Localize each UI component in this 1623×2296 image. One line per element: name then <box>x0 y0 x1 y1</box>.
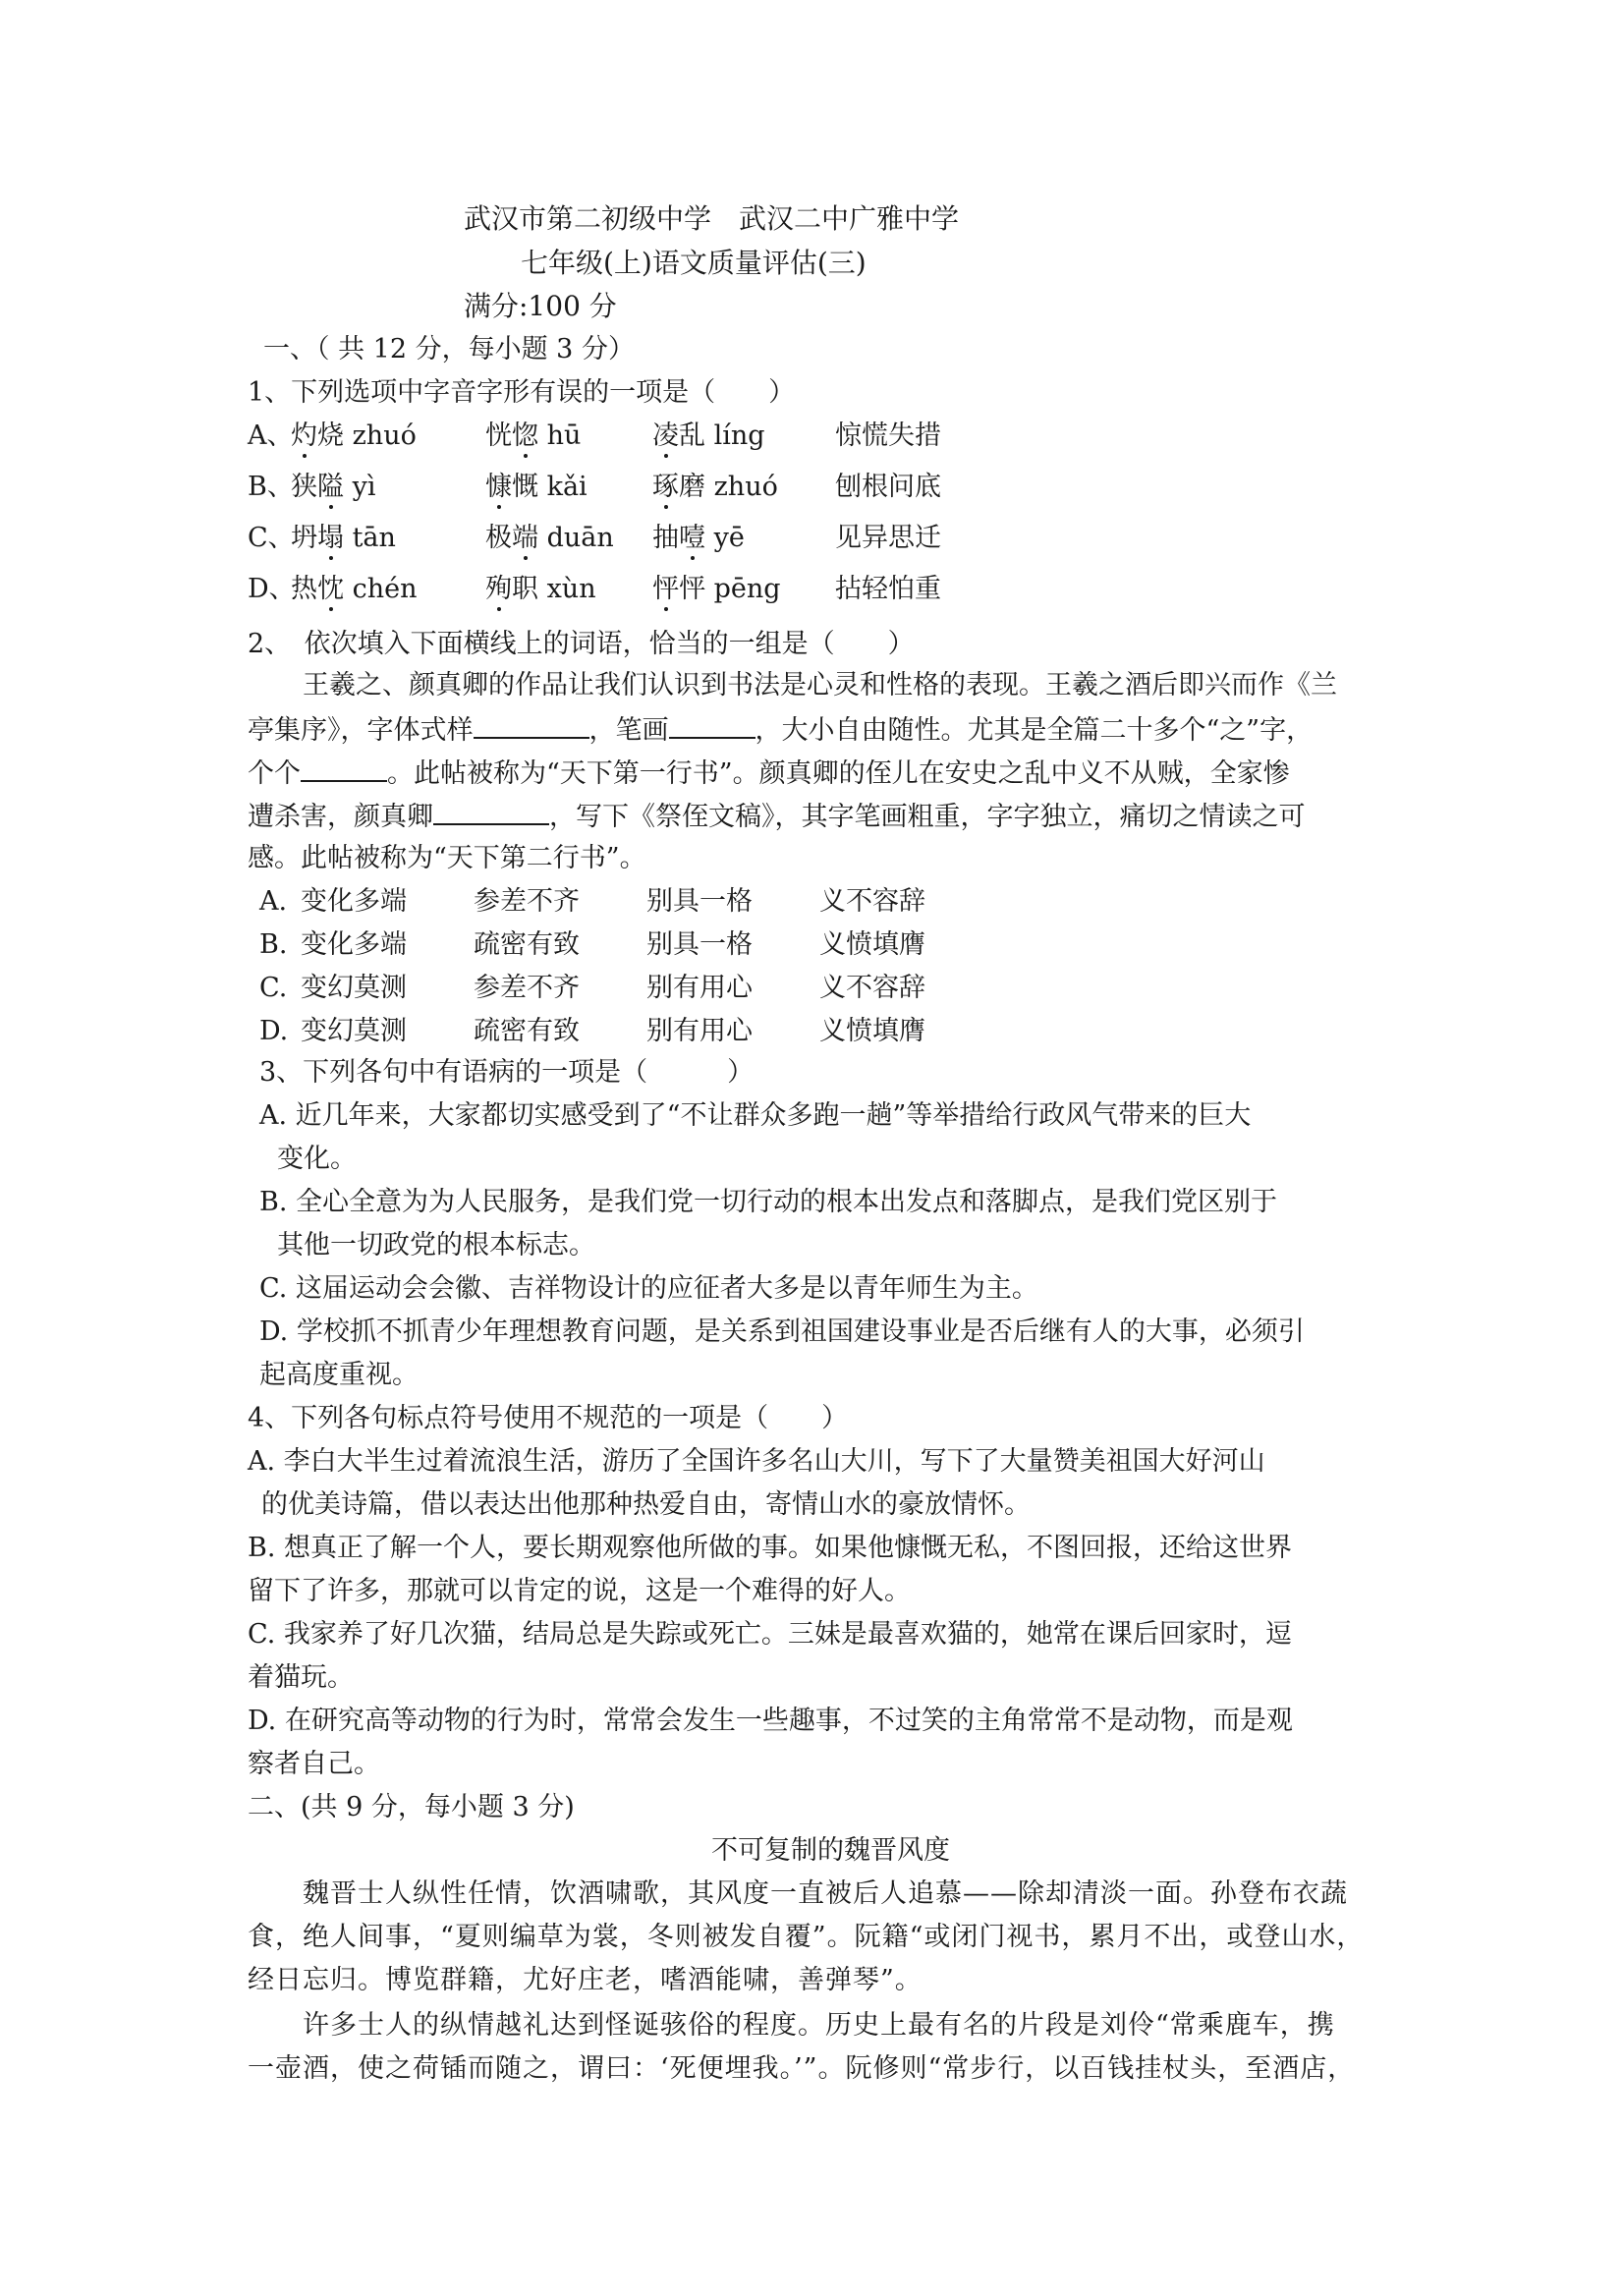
article-title: 不可复制的魏晋风度 <box>711 1835 950 1866</box>
q1-option-item <box>652 470 778 505</box>
q4-option-a-line-1: A. 李白大半生过着流浪生活，游历了全国许多名山大川，写下了大量赞美祖国大好河山 <box>248 1446 1265 1477</box>
item-text: hū <box>538 420 582 451</box>
q1-option-label: B、 <box>248 472 294 502</box>
q2-option-word: 义愤填膺 <box>819 1016 925 1046</box>
q1-option-item <box>291 470 375 505</box>
q2-option-word: 疏密有致 <box>474 1016 580 1046</box>
article-p2-line-1: 许多士人的纵情越礼达到怪诞骇俗的程度。历史上最有名的片段是刘伶“常乘鹿车，携 <box>303 2010 1335 2041</box>
item-text: 惊慌失措 <box>835 420 941 451</box>
q2-passage-line-1: 王羲之、颜真卿的作品让我们认识到书法是心灵和性格的表现。王羲之酒后即兴而作《兰 <box>303 670 1337 700</box>
q2-passage-line-4 <box>248 798 1306 835</box>
item-text: 恍 <box>485 420 512 451</box>
q2-passage-line-3 <box>248 755 1290 792</box>
item-text: 极 <box>485 523 512 553</box>
item-text: tān <box>344 523 396 553</box>
q1-stem: 1、下列选项中字音字形有误的一项是（ ） <box>248 377 796 408</box>
q1-option-item <box>485 521 614 556</box>
dotted-char: 隘 <box>317 470 344 505</box>
item-text: 坍 <box>291 523 317 553</box>
dotted-char: 忱 <box>317 572 344 607</box>
item-text: 见异思迁 <box>835 523 941 553</box>
q2-option-label: C. <box>259 973 288 1003</box>
full-score: 满分:100 分 <box>464 290 617 322</box>
dotted-char: 惚 <box>512 419 538 454</box>
dotted-char: 端 <box>512 521 538 556</box>
q2-option-word: 变化多端 <box>301 929 407 960</box>
q2-passage-text: 遭杀害，颜真卿 <box>248 802 433 832</box>
blank-1[interactable] <box>474 711 589 739</box>
q1-option-label: C、 <box>248 523 295 553</box>
q1-option-item <box>835 470 941 505</box>
item-text: 拈轻怕重 <box>835 574 941 604</box>
q2-passage-text: 。此帖被称为“天下第一行书”。颜真卿的侄儿在安史之乱中义不从贼，全家惨 <box>387 758 1290 789</box>
q2-option-word: 变幻莫测 <box>301 973 407 1003</box>
dotted-char: 怦 <box>652 572 679 607</box>
q3-option-d-line-1: D. 学校抓不抓青少年理想教育问题，是关系到祖国建设事业是否后继有人的大事，必须引 <box>259 1316 1305 1347</box>
item-text: 慨 kǎi <box>512 472 588 502</box>
q2-passage-text: ，写下《祭侄文稿》，其字笔画粗重，字字独立，痛切之情读之可 <box>549 802 1306 832</box>
q2-option-word: 别有用心 <box>646 973 753 1003</box>
blank-2[interactable] <box>669 711 756 739</box>
section-2-heading: 二、(共 9 分，每小题 3 分) <box>248 1792 575 1822</box>
q2-option-word: 变化多端 <box>301 886 407 917</box>
q2-option-word: 参差不齐 <box>474 973 580 1003</box>
dotted-char: 琢 <box>652 470 679 505</box>
q2-option-word: 参差不齐 <box>474 886 580 917</box>
dotted-char: 灼 <box>291 419 317 454</box>
q1-option-label: A、 <box>248 420 294 451</box>
article-p1-line-2: 食，绝人间事，“夏则编草为裳，冬则被发自覆”。阮籍“或闭门视书，累月不出，或登山水， <box>248 1922 1365 1952</box>
dotted-char: 塌 <box>317 521 344 556</box>
q3-stem: 3、下列各句中有语病的一项是（ ） <box>259 1057 755 1088</box>
q2-passage-line-2 <box>248 711 1313 749</box>
q3-option-a-line-2: 变化。 <box>277 1144 357 1174</box>
q2-passage-text: ，大小自由随性。尤其是全篇二十多个“之”字， <box>755 715 1314 746</box>
article-p1-line-1: 魏晋士人纵性任情，饮酒啸歌，其风度一直被后人追慕——除却清淡一面。孙登布衣蔬 <box>303 1878 1348 1909</box>
q1-option-label: D、 <box>248 574 296 604</box>
q2-option-label: B. <box>259 929 288 960</box>
item-text: 烧 zhuó <box>317 420 417 451</box>
q3-option-b-line-1: B. 全心全意为为人民服务，是我们党一切行动的根本出发点和落脚点，是我们党区别于 <box>259 1187 1278 1217</box>
q2-stem: 2、 依次填入下面横线上的词语，恰当的一组是（ ） <box>248 629 915 659</box>
school-names: 武汉市第二初级中学 武汉二中广雅中学 <box>464 202 960 235</box>
item-text: 磨 zhuó <box>679 472 778 502</box>
q3-option-b-line-2: 其他一切政党的根本标志。 <box>277 1230 595 1260</box>
q4-option-c-line-1: C. 我家养了好几次猫，结局总是失踪或死亡。三妹是最喜欢猫的，她常在课后回家时，逗 <box>248 1619 1292 1650</box>
q2-option-label: A. <box>259 886 288 917</box>
section-1-heading: 一、（ 共 12 分，每小题 3 分） <box>263 334 635 364</box>
item-text: 抽 <box>652 523 679 553</box>
q4-option-b-line-2: 留下了许多，那就可以肯定的说，这是一个难得的好人。 <box>248 1576 911 1606</box>
article-p2-line-2: 一壶酒，使之荷锸而随之，谓曰：‘死便埋我。’”。阮修则“常步行，以百钱挂杖头，至酒店， <box>248 2053 1356 2084</box>
q1-option-item <box>485 419 581 454</box>
item-text: yì <box>344 472 376 502</box>
dotted-char: 慷 <box>485 470 512 505</box>
q1-option-item <box>835 419 941 454</box>
q2-option-word: 别具一格 <box>646 886 753 917</box>
exam-title: 七年级(上)语文质量评估(三) <box>521 247 867 279</box>
q1-option-item <box>835 521 941 556</box>
q2-option-word: 义愤填膺 <box>819 929 925 960</box>
q1-option-item <box>485 470 588 505</box>
q3-option-c: C. 这届运动会会徽、吉祥物设计的应征者大多是以青年师生为主。 <box>259 1273 1038 1304</box>
q2-option-word: 疏密有致 <box>474 929 580 960</box>
q4-stem: 4、下列各句标点符号使用不规范的一项是（ ） <box>248 1403 849 1433</box>
q2-passage-line-5: 感。此帖被称为“天下第二行书”。 <box>248 843 646 873</box>
q2-option-label: D. <box>259 1016 289 1046</box>
q1-option-item <box>652 521 745 556</box>
q4-option-b-line-1: B. 想真正了解一个人，要长期观察他所做的事。如果他慷慨无私，不图回报，还给这世界 <box>248 1533 1293 1563</box>
q2-passage-text: 亭集序》，字体式样 <box>248 715 474 746</box>
q2-option-word: 别具一格 <box>646 929 753 960</box>
dotted-char: 凌 <box>652 419 679 454</box>
dotted-char: 噎 <box>679 521 705 556</box>
q2-option-word: 别有用心 <box>646 1016 753 1046</box>
q4-option-c-line-2: 着猫玩。 <box>248 1662 354 1693</box>
q1-option-item <box>652 419 765 454</box>
item-text: 刨根问底 <box>835 472 941 502</box>
dotted-char: 殉 <box>485 572 512 607</box>
q4-option-d-line-1: D. 在研究高等动物的行为时，常常会发生一些趣事，不过笑的主角常常不是动物，而是观 <box>248 1706 1293 1736</box>
blank-3[interactable] <box>301 755 387 782</box>
item-text: 怦 pēng <box>679 574 781 604</box>
q2-option-word: 义不容辞 <box>819 886 925 917</box>
item-text: yē <box>705 523 745 553</box>
q1-option-item <box>485 572 596 607</box>
blank-4[interactable] <box>433 798 549 825</box>
q1-option-item <box>652 572 781 607</box>
item-text: 热 <box>291 574 317 604</box>
q1-option-item <box>291 419 417 454</box>
q1-option-item <box>291 572 417 607</box>
q2-passage-text: 个个 <box>248 758 301 789</box>
q2-passage-text: ，笔画 <box>588 715 669 746</box>
item-text: 职 xùn <box>512 574 596 604</box>
q4-option-a-line-2: 的优美诗篇，借以表达出他那种热爱自由，寄情山水的豪放情怀。 <box>261 1489 1031 1520</box>
item-text: 狭 <box>291 472 317 502</box>
item-text: duān <box>538 523 614 553</box>
q3-option-a-line-1: A. 近几年来，大家都切实感受到了“不让群众多跑一趟”等举措给行政风气带来的巨大 <box>259 1100 1252 1131</box>
q4-option-d-line-2: 察者自己。 <box>248 1749 380 1779</box>
q1-option-item <box>291 521 396 556</box>
article-p1-line-3: 经日忘归。博览群籍，尤好庄老，嗜酒能啸，善弹琴”。 <box>248 1965 923 1995</box>
q2-option-word: 义不容辞 <box>819 973 925 1003</box>
item-text: 乱 líng <box>679 420 765 451</box>
q3-option-d-line-2: 起高度重视。 <box>259 1360 419 1390</box>
q2-option-word: 变幻莫测 <box>301 1016 407 1046</box>
item-text: chén <box>344 574 418 604</box>
q1-option-item <box>835 572 941 607</box>
